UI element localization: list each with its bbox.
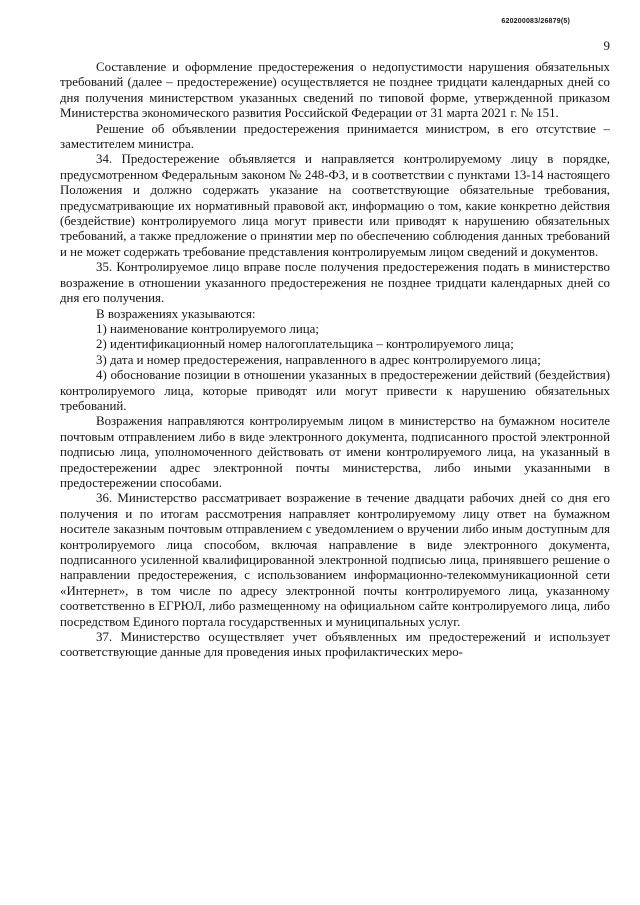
list-item: 1) наименование контролируемого лица;	[96, 321, 319, 336]
paragraph: Возражения направляются контролируемым лицом в министерство на бумажном носителе почтовым отправлением либо в виде электронного документа, подписанного простой электронной подписью лица, уполномоченного действовать от имени контролируемого лица, на указанный в предостережении адрес электронной почты министерства, либо иными указанными в предостережении способами.	[60, 414, 610, 490]
paragraph: 35. Контролируемое лицо вправе после получения предостережения подать в министерство возражение в отношении указанного предостережения не позднее тридцати календарных дней со дня его получения.	[60, 260, 610, 306]
paragraph: В возражениях указываются:	[96, 306, 256, 321]
document-body	[60, 60, 610, 661]
paragraph: Составление и оформление предостережения о недопустимости нарушения обязательных требований (далее – предостережение) осуществляется не позднее тридцати календарных дней со дня получения министерством указанных сведений по типовой форме, утвержденной приказом Министерства экономического развития Российской Федерации от 31 марта 2021 г. № 151.	[60, 60, 610, 121]
paragraph: Решение об объявлении предостережения принимается министром, в его отсутствие – заместителем министра.	[60, 121, 610, 152]
paragraph: 36. Министерство рассматривает возражение в течение двадцати рабочих дней со дня его получения и по итогам рассмотрения направляет контролируемому лицу ответ на бумажном носителе заказным почтовым отправлением с уведомлением о вручении либо иным доступным для контролируемого лица способом, включая направление в виде электронного документа, подписанного усиленной квалифицированной электронной подписью лица, принявшего решение о направлении предостережения, с использованием информационно-телекоммуникационной сети «Интернет», в том числе по адресу электронной почты контролируемого лица, указанному соответственно в ЕГРЮЛ, либо размещенному на официальном сайте контролируемого лица, либо посредством Единого портала государственных и муниципальных услуг.	[60, 491, 610, 629]
list-item: 3) дата и номер предостережения, направленного в адрес контролируемого лица;	[96, 352, 541, 367]
list-item: 4) обоснование позиции в отношении указанных в предостережении действий (бездействия) контролируемого лица, которые приводят или могут привести к нарушению обязательных требований.	[60, 368, 610, 413]
document-id: 620200083/26879(5)	[501, 18, 570, 25]
paragraph: 34. Предостережение объявляется и направляется контролируемому лицу в порядке, предусмотренном Федеральным законом № 248-ФЗ, и в соответствии с пунктами 13-14 настоящего Положения и должно содержать указание на соответствующие обязательные требования, предусматривающие их нормативный правовой акт, информацию о том, какие конкретно действия (бездействие) контролируемого лица могут привести или приводят к нарушению обязательных требований, а также предложение о принятии мер по обеспечению соблюдения данных требований и не может содержать требование представления контролируемым лицом сведений и документов.	[60, 152, 610, 259]
page-number: 9	[603, 38, 610, 53]
paragraph: 37. Министерство осуществляет учет объявленных им предостережений и использует соответствующие данные для проведения иных профилактических меро-	[60, 630, 610, 660]
list-item: 2) идентификационный номер налогоплательщика – контролируемого лица;	[96, 337, 514, 352]
